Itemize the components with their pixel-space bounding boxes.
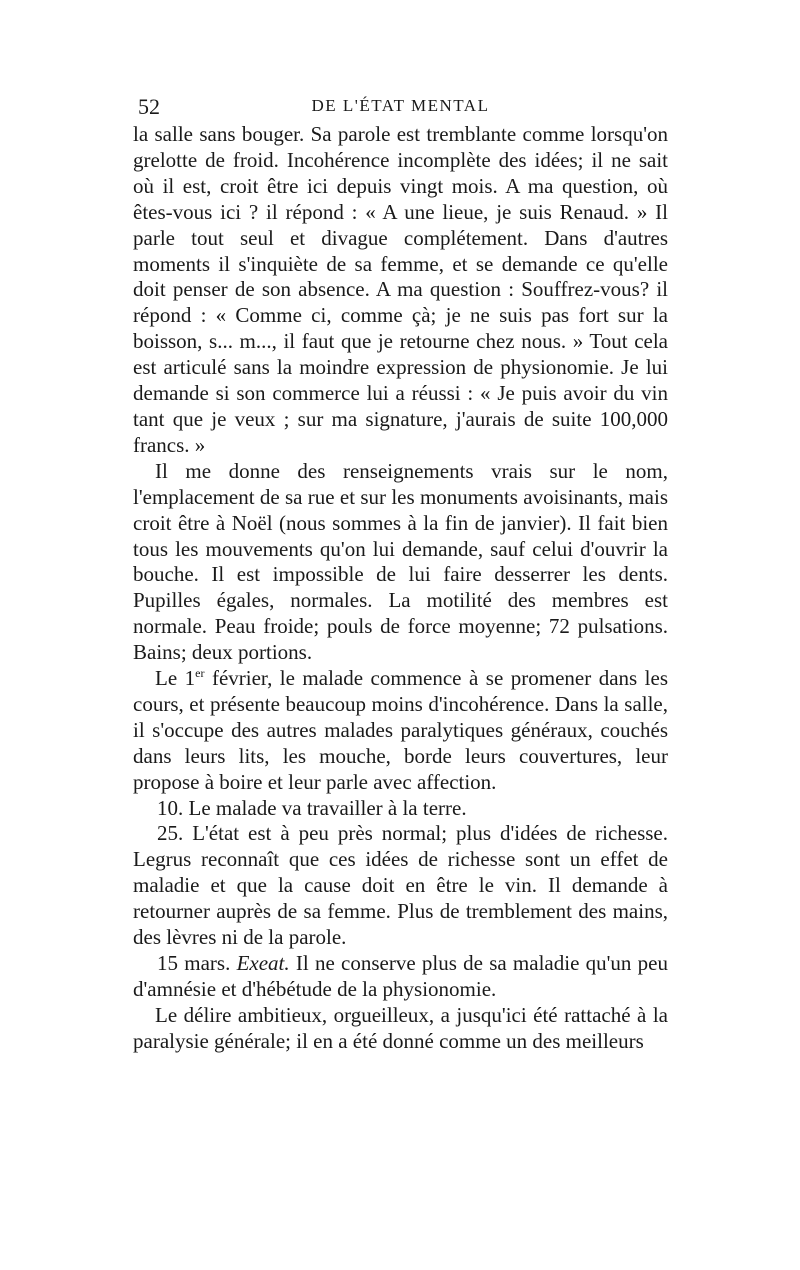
paragraph-text: la salle sans bouger. Sa parole est tremblante comme lorsqu'on grelotte de froid. Incohérence incomplète des idées; il ne sait où il est, croit être ici depuis vingt mois. A ma question, où êtes-vous ici ? il répond : « A une lieue, je suis Renaud. » Il parle tout seul et divague complétement. Dans d'autres moments il s'inquiète de sa femme, et se demande ce qu'elle doit penser de son absence. A ma question : Souffrez-vous? il répond : « Comme ci, comme çà; je ne suis pas fort sur la boisson, s... m..., il faut que je retourne chez nous. » Tout cela est articulé sans la moindre expression de physionomie. Je lui demande si son commerce lui a réussi : « Je puis avoir du vin tant que je veux ; sur ma signature, j'aurais de suite 100,000 francs. » [133,122,668,457]
ordinal-superscript: er [195,666,205,681]
paragraph-4 [133,796,668,822]
date-prefix: 15 mars. [157,951,237,975]
book-page [133,92,668,1055]
paragraph-text: 10. Le malade va travailler à la terre. [157,795,467,820]
paragraph-text: Il ne conserve plus de sa maladie qu'un peu d'amnésie et d'hébétude de la physionomie. [133,951,668,1001]
paragraph-text: février, le malade commence à se promener dans les cours, et présente beaucoup moins d'incohérence. Dans la salle, il s'occupe des autres malades paralytiques généraux, couchés dans leurs lits, les mouche, borde leurs couvertures, leur propose à boire et leur parle avec affection. [133,666,669,794]
paragraph-text: Le délire ambitieux, orgueilleux, a jusqu'ici été rattaché à la paralysie générale; il en a été donné comme un des meilleurs [133,1002,668,1053]
paragraph-2 [133,459,668,666]
paragraph-7 [133,1003,668,1055]
paragraph-text: Il me donne des renseignements vrais sur le nom, l'emplacement de sa rue et sur les monuments avoisinants, mais croit être à Noël (nous sommes à la fin de janvier). Il fait bien tous les mouvements qu'on lui demande, sauf celui d'ouvrir la bouche. Il est impossible de lui faire desserrer les dents. Pupilles égales, normales. La motilité des membres est normale. Peau froide; pouls de force moyenne; 72 pulsations. Bains; deux portions. [133,458,668,665]
running-title: DE L'ÉTAT MENTAL [311,96,490,115]
date-prefix: Le 1 [155,666,196,691]
exeat-italic: Exeat. [236,951,290,975]
paragraph-3 [133,666,668,796]
paragraph-5 [133,821,668,951]
body-text [133,122,668,1055]
paragraph-1 [133,122,668,459]
running-header [133,92,668,122]
paragraph-text: 25. L'état est à peu près normal; plus d'idées de richesse. Legrus reconnaît que ces idées de richesse sont un effet de maladie et que la cause doit en être le vin. Il demande à retourner auprès de sa femme. Plus de tremblement des mains, des lèvres ni de la parole. [133,821,668,950]
paragraph-6 [133,951,668,1003]
page-number: 52 [138,94,160,119]
